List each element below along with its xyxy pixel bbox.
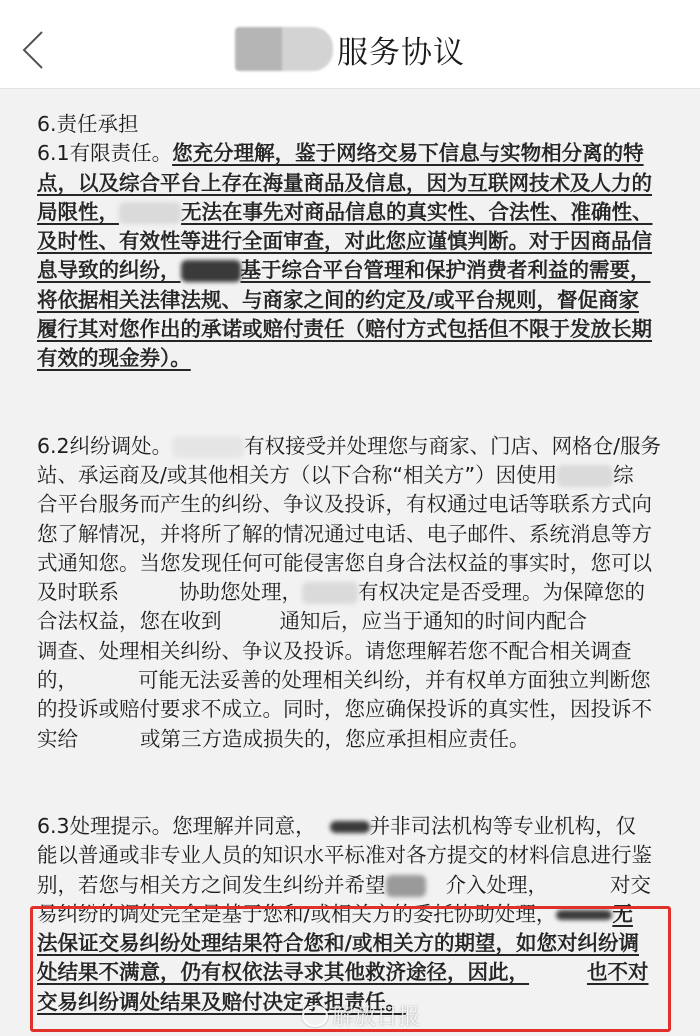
text: 6.2纠纷调处。 <box>37 433 173 458</box>
underlined-text: 点，以及综合平台上存在海量商品及信息，因为互联网技术及人力的 <box>37 170 652 195</box>
clause-6-1 <box>37 139 667 373</box>
clause-line <box>37 666 667 695</box>
text: 综 <box>613 462 634 487</box>
underlined-text: 也不对 <box>587 960 649 985</box>
redacted-app-name <box>235 27 333 71</box>
underlined-text: 无 <box>612 901 633 926</box>
text: 介入处理， <box>445 872 548 897</box>
text: 6.3处理提示。您理解并同意， <box>37 813 316 838</box>
clause-line <box>37 315 667 344</box>
underlined-text: 履行其对您作出的承诺或赔付责任（赔付方式包括但不限于发放长期 <box>37 317 652 342</box>
clause-6-2 <box>37 432 667 754</box>
underlined-text: 有效的现金券）。 <box>37 346 191 371</box>
underlined-text: 无法在事先对商品信息的真实性、合法性、准确性、 <box>181 199 653 224</box>
clause-6-3 <box>37 812 667 1017</box>
underlined-text: 交易纠纷调处结果及赔付决定承担责任。 <box>37 989 406 1014</box>
clause-line <box>37 607 667 636</box>
redacted-text <box>529 962 587 984</box>
redacted-text <box>172 436 244 458</box>
clause-line: 能以普通或非专业人员的知识水平标准对各方提交的材料信息进行鉴 <box>37 843 652 868</box>
clause-line: 调查、处理相关纠纷、争议及投诉。请您理解若您不配合相关调查 <box>37 638 632 663</box>
clause-line <box>37 169 667 198</box>
clause-line <box>37 198 667 227</box>
clause-label: 6.1有限责任。 <box>37 141 173 166</box>
text: 有权决定是否受理。为保障您的 <box>358 580 645 605</box>
redacted-text <box>78 729 140 751</box>
clause-line: 合平台服务而产生的纠纷、争议及投诉，有权通过电话等联系方式向 <box>37 492 652 517</box>
clause-line <box>37 344 667 373</box>
watermark-text: 解放日报 <box>332 1005 421 1030</box>
section-heading: 6.责任承担 <box>37 112 139 136</box>
source-watermark <box>302 1000 420 1031</box>
redacted-text <box>181 260 241 282</box>
title-wrap <box>0 24 700 74</box>
redacted-text <box>302 582 358 604</box>
clause-line <box>37 461 667 490</box>
text: 易纠纷的调处完全是基于您和/或相关方的委托协助处理， <box>37 901 557 926</box>
underlined-text: 法保证交易纠纷处理结果符合您和/或相关方的期望，如您对纠纷调 <box>37 931 639 956</box>
clause-line <box>37 929 667 958</box>
underlined-text: 息导致的纠纷， <box>37 258 181 283</box>
text: 并非司法机构等专业机构，仅 <box>369 813 637 838</box>
underlined-text: 将依据相关法律法规、与商家之间的约定及/或平台规则，督促商家 <box>37 287 639 312</box>
text: 及时联系 <box>37 580 119 605</box>
text: 合法权益，您在收到 <box>37 609 222 634</box>
nav-header <box>0 0 700 89</box>
clause-line: 的投诉或赔付要求不成立。同时，您应确保投诉的真实性，因投诉不 <box>37 697 652 722</box>
clause-line <box>37 139 667 168</box>
clause-line <box>37 227 667 256</box>
page-title: 服务协议 <box>337 34 465 71</box>
redacted-text <box>386 875 426 897</box>
redacted-text <box>557 465 613 487</box>
text: 站、承运商及/或其他相关方（以下合称“相关方”）因使用 <box>37 462 558 487</box>
redacted-text <box>222 611 280 633</box>
redacted-text <box>330 821 370 833</box>
underlined-text: 您充分理解，鉴于网络交易下信息与实物相分离的特 <box>172 141 644 166</box>
text: 别，若您与相关方之间发生纠纷并希望 <box>37 872 386 897</box>
clause-line: 式通知您。当您发现任何可能侵害您自身合法权益的事实时，您可以 <box>37 550 652 575</box>
text: 实给 <box>37 726 78 751</box>
clause-line <box>37 256 667 285</box>
text: 有权接受并处理您与商家、门店、网格仓/服务 <box>244 433 662 458</box>
underlined-text: 基于综合平台管理和保护消费者利益的需要， <box>240 258 651 283</box>
underlined-text: 处结果不满意，仍有权依法寻求其他救济途径，因此， <box>37 960 529 985</box>
paragraph-gap <box>37 374 667 432</box>
weibo-icon <box>302 1005 328 1027</box>
text: 对交 <box>610 872 651 897</box>
text: 或第三方造成损失的，您应承担相应责任。 <box>140 726 530 751</box>
text: 的， <box>37 668 78 693</box>
clause-line <box>37 578 667 607</box>
clause-line <box>37 725 667 754</box>
underlined-text: 及时性、有效性等进行全面审查，对此您应谨慎判断。对于因商品信 <box>37 229 652 254</box>
clause-line <box>37 958 667 987</box>
redacted-text <box>119 582 179 604</box>
clause-line <box>37 812 667 841</box>
redacted-text <box>119 202 181 224</box>
agreement-content <box>37 110 667 1017</box>
paragraph-gap <box>37 754 667 812</box>
clause-line <box>37 871 667 900</box>
text: 通知后，应当于通知的时间内配合 <box>279 609 587 634</box>
text: 协助您处理， <box>179 580 302 605</box>
redacted-text <box>78 670 138 692</box>
underlined-text: 局限性， <box>37 199 119 224</box>
redacted-text <box>556 910 612 920</box>
clause-line: 您了解情况，并将所了解的情况通过电话、电子邮件、系统消息等方 <box>37 521 652 546</box>
text: 可能无法妥善的处理相关纠纷，并有权单方面独立判断您 <box>138 668 651 693</box>
clause-line <box>37 432 667 461</box>
clause-line <box>37 286 667 315</box>
clause-line <box>37 900 667 929</box>
